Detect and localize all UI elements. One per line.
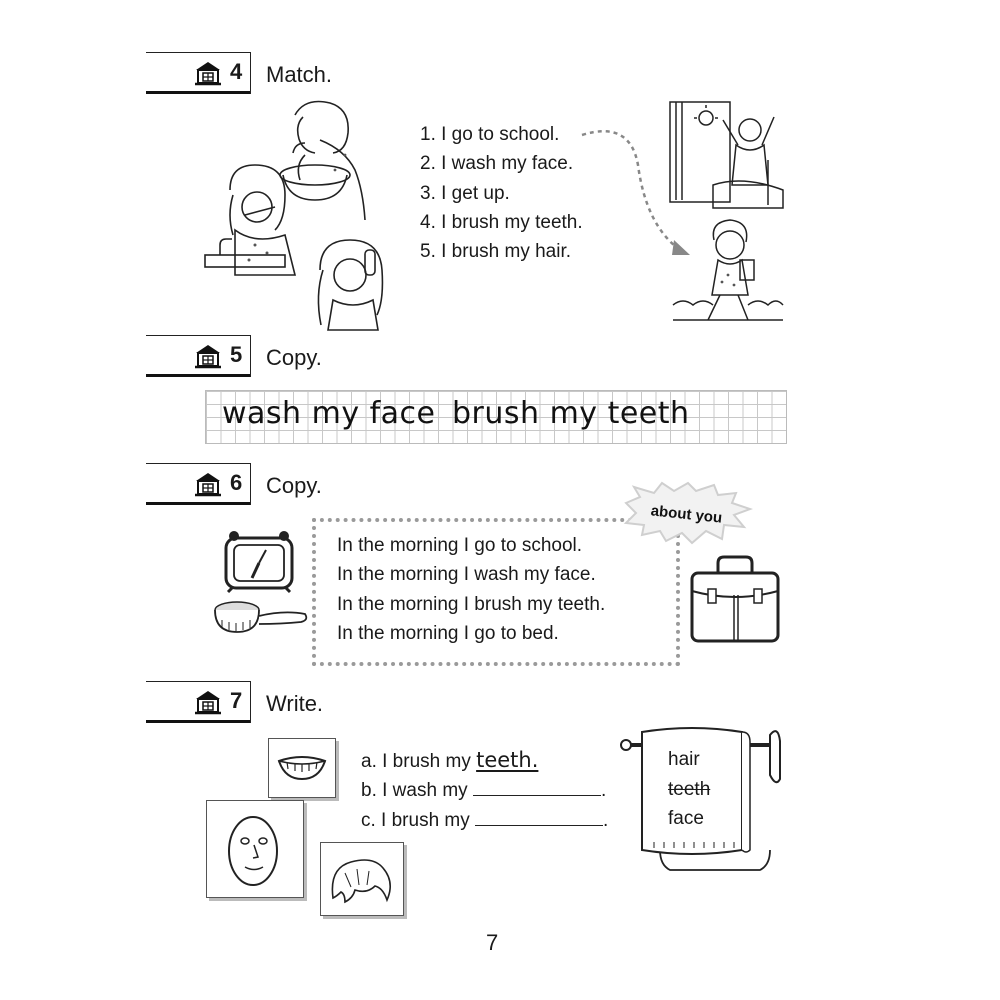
- page-number: 7: [486, 930, 499, 955]
- copy-word-1: wash my face: [222, 396, 436, 431]
- sentence-a-answer: teeth.: [476, 748, 539, 772]
- sentence-b-period: .: [600, 780, 607, 801]
- school-building-icon: [194, 343, 222, 369]
- exercise-5-title: Copy.: [266, 345, 322, 370]
- write-sentence-a: [361, 748, 538, 773]
- exercise-5-header: [146, 335, 251, 377]
- school-building-icon: [194, 689, 222, 715]
- alarm-clock-icon: [218, 528, 298, 593]
- school-bag-icon: [688, 555, 783, 645]
- sentence-b-prefix: b. I wash my: [361, 780, 468, 801]
- exercise-7-header: [146, 681, 251, 723]
- sentence-1: In the morning I go to school.: [337, 535, 583, 556]
- exercise-6-header: [146, 463, 251, 505]
- exercise-6-title: Copy.: [266, 473, 322, 498]
- exercise-number: 5: [230, 342, 243, 367]
- exercise-number: 7: [230, 688, 243, 713]
- sentence-a-prefix: a. I brush my: [361, 751, 471, 772]
- face-icon: [207, 801, 303, 897]
- school-building-icon: [194, 471, 222, 497]
- girl-washing-face-illustration: [205, 95, 405, 330]
- write-sentence-b: [361, 779, 606, 802]
- smiling-teeth-icon: [269, 739, 335, 797]
- hair-icon: [321, 843, 403, 915]
- exercise-number: 6: [230, 470, 243, 495]
- hair-picture-card: [320, 842, 404, 916]
- match-item-4: 4. I brush my teeth.: [420, 212, 583, 233]
- face-picture-card: [206, 800, 304, 898]
- write-sentence-c: [361, 809, 608, 832]
- copy-word-2: brush my teeth: [452, 396, 690, 431]
- towel-word-2: teeth: [668, 779, 711, 800]
- about-you-badge: [622, 483, 752, 545]
- hairbrush-icon: [212, 598, 312, 638]
- match-item-1: 1. I go to school.: [420, 124, 560, 145]
- exercise-4-header: [146, 52, 251, 94]
- towel-word-3: face: [668, 808, 704, 829]
- about-you-badge-text: about you: [649, 502, 723, 527]
- sentence-c-prefix: c. I brush my: [361, 810, 470, 831]
- sentence-c-period: .: [603, 810, 609, 831]
- answer-blank-c[interactable]: [475, 809, 603, 826]
- school-building-icon: [194, 60, 222, 86]
- sentence-4: In the morning I go to bed.: [337, 623, 559, 644]
- exercise-7-title: Write.: [266, 691, 324, 716]
- teeth-picture-card: [268, 738, 336, 798]
- sentence-2: In the morning I wash my face.: [337, 564, 596, 585]
- towel-rack-illustration: [620, 720, 785, 882]
- sentence-3: In the morning I brush my teeth.: [337, 594, 606, 615]
- exercise-4-title: Match.: [266, 62, 333, 87]
- match-item-3: 3. I get up.: [420, 183, 510, 204]
- exercise-number: 4: [230, 59, 243, 84]
- girl-getting-up-and-going-to-school-illustration: [668, 100, 786, 330]
- towel-word-1: hair: [668, 749, 700, 770]
- match-item-2: 2. I wash my face.: [420, 153, 574, 174]
- answer-blank-b[interactable]: [473, 779, 601, 796]
- match-item-5: 5. I brush my hair.: [420, 241, 572, 262]
